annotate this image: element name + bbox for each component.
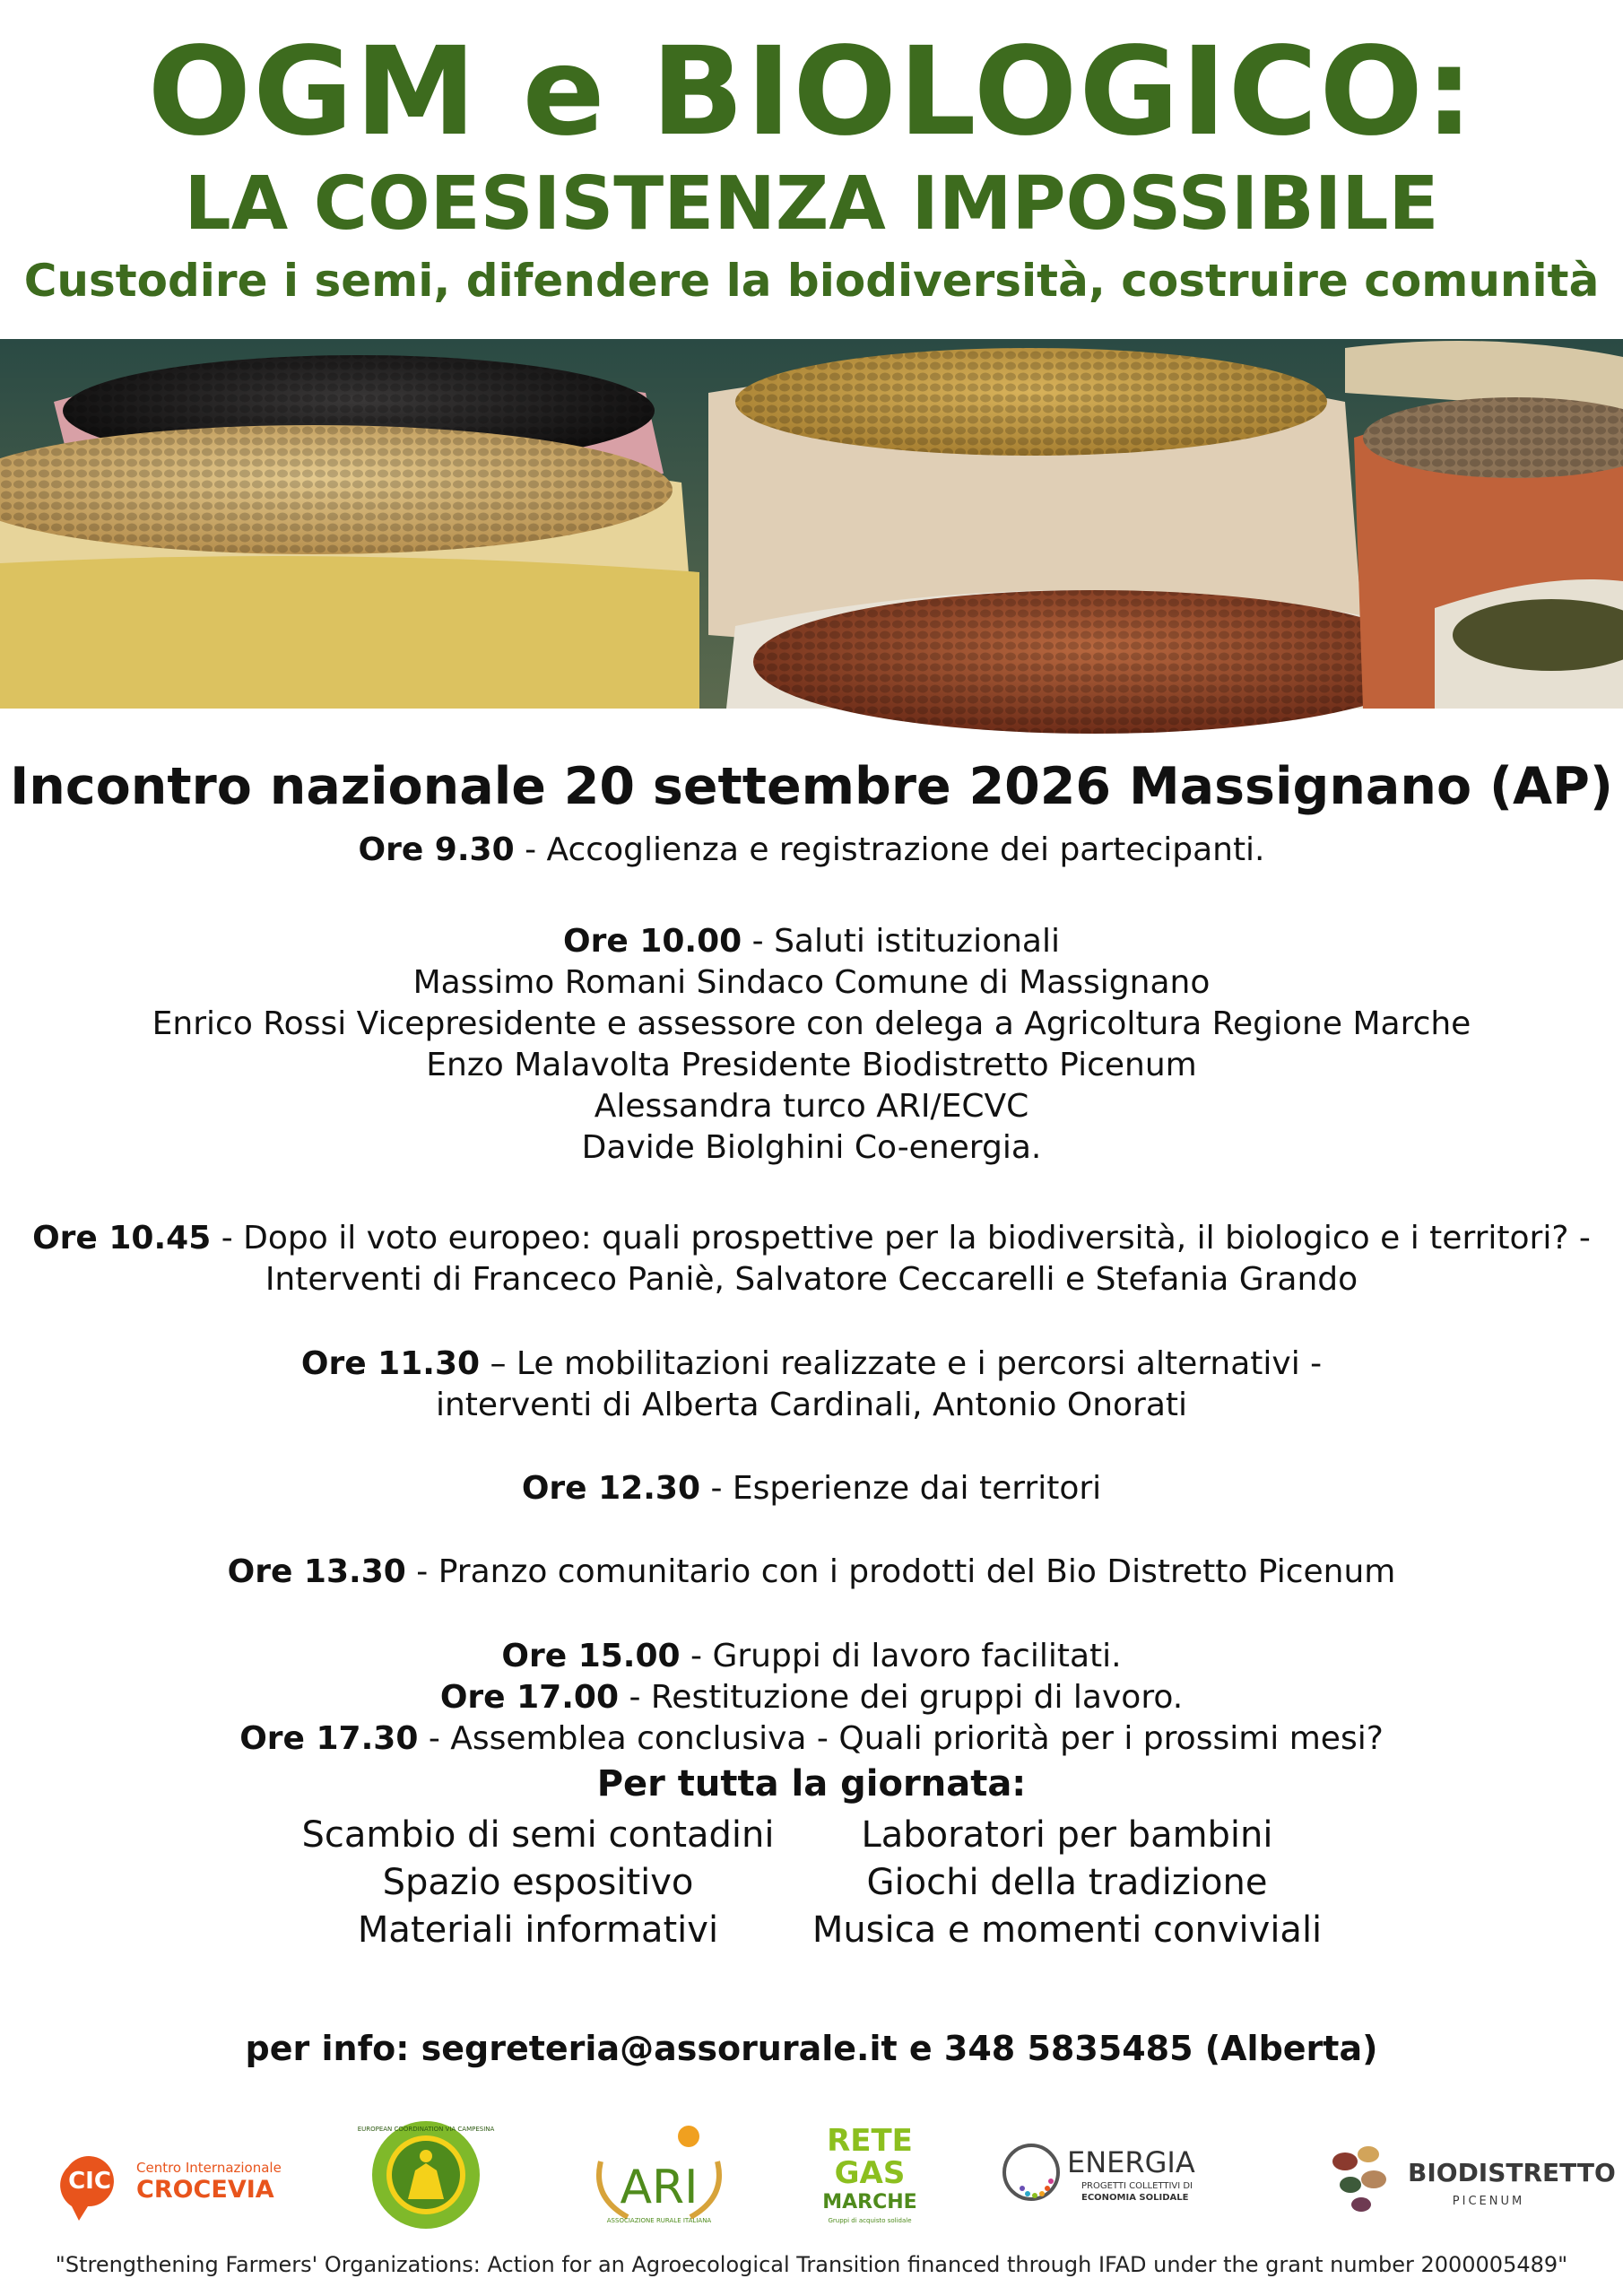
allday-item: Scambio di semi contadini: [301, 1814, 775, 1856]
program-text: - Restituzione dei gruppi di lavoro.: [619, 1679, 1184, 1716]
program-time: Ore 12.30: [521, 1470, 700, 1507]
program-text: - Gruppi di lavoro facilitati.: [680, 1638, 1122, 1674]
program-time: Ore 13.30: [227, 1553, 406, 1590]
biodistretto-picenum-logo: [1318, 2117, 1616, 2233]
event-title: Incontro nazionale 20 settembre 2026 Massignano (AP): [10, 757, 1613, 816]
svg-text:PROGETTI COLLETTIVI DI: PROGETTI COLLETTIVI DI: [1081, 2181, 1193, 2191]
program-item-afternoon: [0, 1636, 1623, 1760]
allday-heading: Per tutta la giornata:: [596, 1763, 1027, 1805]
sponsor-logos: [0, 2117, 1623, 2233]
program-item-1045: [0, 1218, 1623, 1300]
program-text: - Dopo il voto europeo: quali prospettive per la biodiversità, il biologico e i territori? -: [211, 1220, 1591, 1257]
program-time: Ore 17.00: [439, 1679, 620, 1716]
svg-text:EUROPEAN COORDINATION VIA CAMP: EUROPEAN COORDINATION VIA CAMPESINA: [357, 2126, 495, 2133]
page-tagline: Custodire i semi, difendere la biodiversità, costruire comunità: [23, 255, 1600, 307]
program-text: - Saluti istituzionali: [742, 923, 1060, 960]
speaker-line: Massimo Romani Sindaco Comune di Massignano: [412, 964, 1211, 1001]
program-text: - Accoglienza e registrazione dei partecipanti.: [514, 831, 1265, 868]
svg-text:ENERGIA: ENERGIA: [1067, 2145, 1195, 2179]
svg-text:BIODISTRETTO: BIODISTRETTO: [1408, 2158, 1616, 2187]
svg-text:ASSOCIAZIONE RURALE ITALIANA: ASSOCIAZIONE RURALE ITALIANA: [606, 2217, 712, 2224]
program-item-1330: [0, 1552, 1623, 1593]
program-item-1230: [0, 1468, 1623, 1509]
svg-text:Centro Internazionale: Centro Internazionale: [136, 2160, 282, 2176]
contact-info: per info: segreteria@assorurale.it e 348 5835485 (Alberta): [245, 2029, 1378, 2068]
svg-text:ARI: ARI: [620, 2161, 699, 2214]
ari-logo: [583, 2117, 735, 2233]
program-time: Ore 11.30: [300, 1345, 481, 1382]
program-item-1000: [0, 921, 1623, 1169]
program-text-line2: interventi di Alberta Cardinali, Antonio Onorati: [435, 1387, 1188, 1423]
svg-text:PICENUM: PICENUM: [1452, 2195, 1525, 2208]
svg-text:Gruppi di acquisto solidale: Gruppi di acquisto solidale: [828, 2217, 912, 2224]
speaker-line: Alessandra turco ARI/ECVC: [594, 1088, 1029, 1125]
allday-item: Giochi della tradizione: [866, 1862, 1268, 1903]
program-text-line2: Interventi di Franceco Paniè, Salvatore Ceccarelli e Stefania Grando: [265, 1261, 1358, 1298]
program-item-0930: [0, 830, 1623, 871]
crocevia-logo: [54, 2117, 305, 2233]
program-item-1130: [0, 1344, 1623, 1426]
speaker-line: Enrico Rossi Vicepresidente e assessore con delega a Agricoltura Regione Marche: [152, 1005, 1471, 1042]
page-subtitle: LA COESISTENZA IMPOSSIBILE: [184, 161, 1439, 247]
program-time: Ore 9.30: [358, 831, 515, 868]
allday-item: Laboratori per bambini: [861, 1814, 1273, 1856]
program-text: - Esperienze dai territori: [700, 1470, 1102, 1507]
ecvc-logo: [359, 2117, 493, 2233]
allday-item: Materiali informativi: [357, 1909, 719, 1951]
page-title: OGM e BIOLOGICO:: [147, 22, 1476, 163]
program-time: Ore 10.45: [32, 1220, 212, 1257]
allday-list-right: [789, 1812, 1345, 1954]
seed-sacks-photo: [0, 339, 1623, 709]
allday-list-left: [269, 1812, 807, 1954]
svg-text:RETE: RETE: [827, 2123, 913, 2159]
program-text: - Assemblea conclusiva - Quali priorità per i prossimi mesi?: [418, 1720, 1384, 1757]
rete-gas-marche-logo: [816, 2117, 924, 2233]
svg-text:ECONOMIA SOLIDALE: ECONOMIA SOLIDALE: [1081, 2193, 1189, 2203]
svg-text:CIC: CIC: [68, 2168, 111, 2195]
program-time: Ore 15.00: [501, 1638, 681, 1674]
energia-logo: [995, 2117, 1228, 2233]
svg-text:MARCHE: MARCHE: [822, 2191, 917, 2213]
program-time: Ore 10.00: [563, 923, 742, 960]
svg-text:CROCEVIA: CROCEVIA: [136, 2176, 274, 2204]
program-text: - Pranzo comunitario con i prodotti del Bio Distretto Picenum: [405, 1553, 1396, 1590]
speaker-line: Enzo Malavolta Presidente Biodistretto Picenum: [426, 1047, 1197, 1083]
allday-item: Musica e momenti conviviali: [812, 1909, 1323, 1951]
speaker-line: Davide Biolghini Co-energia.: [581, 1129, 1042, 1166]
program-time: Ore 17.30: [239, 1720, 419, 1757]
program-text: – Le mobilitazioni realizzate e i percorsi alternativi -: [480, 1345, 1323, 1382]
svg-text:GAS: GAS: [834, 2155, 906, 2191]
grant-footnote: "Strengthening Farmers' Organizations: Action for an Agroecological Transition financed through IFAD under the grant number 2000005489": [55, 2252, 1568, 2277]
allday-item: Spazio espositivo: [382, 1862, 694, 1903]
